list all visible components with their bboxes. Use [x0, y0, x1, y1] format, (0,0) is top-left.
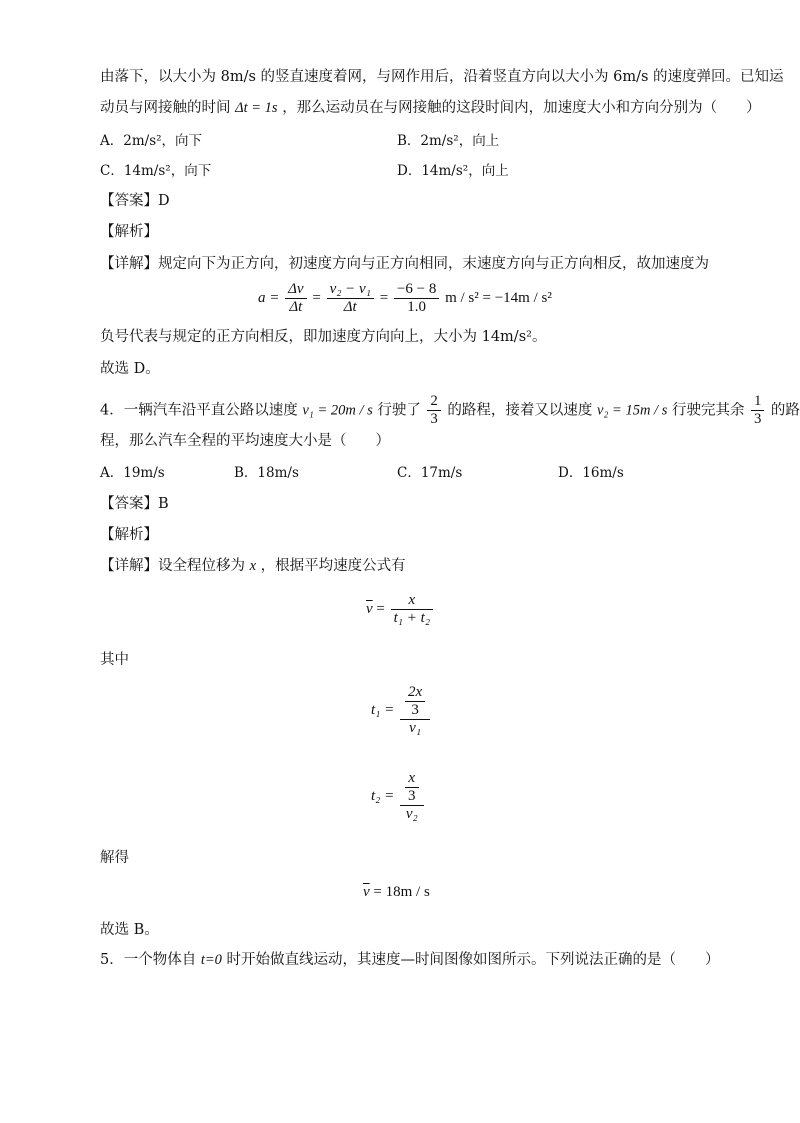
q3-option-c: C．14m/s²，向下	[100, 163, 212, 179]
q3-answer: 【答案】D	[100, 193, 170, 209]
q4-solve: 解得	[100, 850, 129, 866]
q4-t2-inner-den: 3	[408, 788, 416, 804]
q3-option-b: B．2m/s²，向上	[397, 133, 500, 149]
q4-avg-eq: =	[376, 600, 385, 617]
q3-frac-numeric-den: 1.0	[407, 299, 426, 315]
q3-frac-v2-v1	[327, 281, 374, 316]
q4-answer: 【答案】B	[100, 496, 169, 512]
q4-t2-frac-num	[400, 770, 424, 806]
q3-frac-dv-dt	[285, 281, 306, 316]
q5-stem-b: 时开始做直线运动，其速度—时间图像如图所示。下列说法正确的是（ ）	[226, 952, 720, 968]
q4-t1-lhs: t₁ =	[371, 701, 395, 718]
q5-stem-a: 5．一个物体自	[100, 952, 197, 968]
q3-contact-time: Δt = 1s	[235, 100, 278, 116]
q4-option-c: C．17m/s	[397, 465, 463, 481]
q3-option-d: D．14m/s²，向上	[397, 163, 509, 179]
q4-choose: 故选 B。	[100, 922, 159, 938]
q4-stem-line1	[100, 393, 800, 428]
q4-t1-frac-num	[400, 684, 430, 720]
q4-frac-two-thirds-num: 2	[427, 393, 440, 411]
q5-t0: t=0	[200, 952, 222, 968]
q3-formula-lhs: a =	[258, 289, 280, 306]
q3-stem-line1: 由落下，以大小为 8m/s 的竖直速度着网，与网作用后，沿着竖直方向以大小为 6m/s 的速度弹回。已知运	[100, 69, 784, 85]
q4-result-vbar: $\overline{v}$	[363, 884, 370, 900]
q3-stem-line2-a: 动员与网接触的时间	[100, 100, 231, 116]
q3-detail: 【详解】规定向下为正方向，初速度方向与正方向相同，末速度方向与正方向相反，故加速度为	[100, 256, 709, 272]
q3-frac-dv-dt-num: Δv	[285, 281, 306, 299]
q4-result-formula	[363, 884, 430, 901]
q4-t2-formula	[371, 770, 426, 823]
q3-stem-line2	[100, 98, 761, 118]
q4-t1-inner-num: 2x	[405, 684, 425, 702]
q3-formula-eq2: =	[379, 289, 389, 306]
q4-v2: v₂ = 15m / s	[596, 402, 668, 419]
q4-option-b: B．18m/s	[234, 465, 299, 481]
q4-detail-x: x	[249, 558, 257, 574]
q4-avg-frac-den: t₁ + t₂	[393, 610, 431, 626]
q3-acceleration-formula	[258, 281, 552, 316]
q4-t1-formula	[371, 684, 432, 737]
q4-stem-d: 行驶完其余	[671, 402, 745, 419]
q4-t1-inner-den: 3	[411, 702, 419, 718]
q3-analysis-heading: 【解析】	[100, 224, 158, 240]
q5-stem	[100, 950, 720, 970]
q3-frac-dv-dt-den: Δt	[289, 299, 303, 315]
q4-detail	[100, 556, 406, 576]
q4-t2-lhs: t₂ =	[371, 787, 395, 804]
q4-analysis-heading: 【解析】	[100, 527, 158, 543]
q3-frac-numeric-num: −6 − 8	[394, 281, 439, 299]
q4-frac-one-third-num: 1	[751, 393, 764, 411]
q3-frac-numeric	[394, 281, 439, 316]
q4-t1-inner-frac	[405, 684, 425, 719]
q4-t1-frac	[400, 684, 430, 737]
q4-frac-one-third	[751, 393, 764, 428]
q3-frac-v2-v1-num: v₂ − v₁	[327, 281, 374, 299]
q4-t2-inner-num: x	[405, 770, 419, 788]
q4-option-a: A．19m/s	[100, 465, 165, 481]
q3-note: 负号代表与规定的正方向相反，即加速度方向向上，大小为 14m/s²。	[100, 329, 547, 345]
q4-frac-two-thirds-den: 3	[430, 411, 438, 427]
q3-formula-tail: m / s² = −14m / s²	[445, 289, 552, 306]
q4-frac-two-thirds	[427, 393, 440, 428]
q4-stem-line2: 程，那么汽车全程的平均速度大小是（ ）	[100, 433, 390, 449]
q4-t2-inner-frac	[405, 770, 419, 805]
q4-stem-e: 的路	[770, 402, 800, 419]
q4-option-d: D．16m/s	[558, 465, 624, 481]
q4-among: 其中	[100, 652, 129, 668]
q3-formula-eq1: =	[312, 289, 321, 306]
q4-detail-a: 【详解】设全程位移为	[100, 558, 245, 574]
q4-stem-b: 行驶了	[377, 402, 421, 419]
q4-vbar: $\overline{v}$	[366, 600, 373, 617]
q3-choose: 故选 D。	[100, 361, 160, 377]
q4-avg-frac-num: x	[391, 592, 433, 610]
q3-frac-v2-v1-den: Δt	[343, 299, 357, 315]
q3-stem-line2-b: ，那么运动员在与网接触的这段时间内，加速度大小和方向分别为（ ）	[282, 100, 761, 116]
q4-detail-b: ，根据平均速度公式有	[260, 558, 406, 574]
q4-stem-c: 的路程，接着又以速度	[447, 402, 593, 419]
q4-average-velocity-formula	[366, 592, 435, 627]
q4-stem-a: 4．一辆汽车沿平直公路以速度	[100, 402, 298, 419]
q4-frac-one-third-den: 3	[754, 411, 762, 427]
q4-t2-frac	[400, 770, 424, 823]
q4-avg-frac	[391, 592, 433, 627]
q4-t1-frac-den: v₁	[409, 720, 422, 736]
q4-result-rest: = 18m / s	[373, 884, 430, 900]
q3-option-a: A．2m/s²，向下	[100, 133, 203, 149]
q4-t2-frac-den: v₂	[405, 806, 418, 822]
q4-v1: v₁ = 20m / s	[302, 402, 373, 419]
